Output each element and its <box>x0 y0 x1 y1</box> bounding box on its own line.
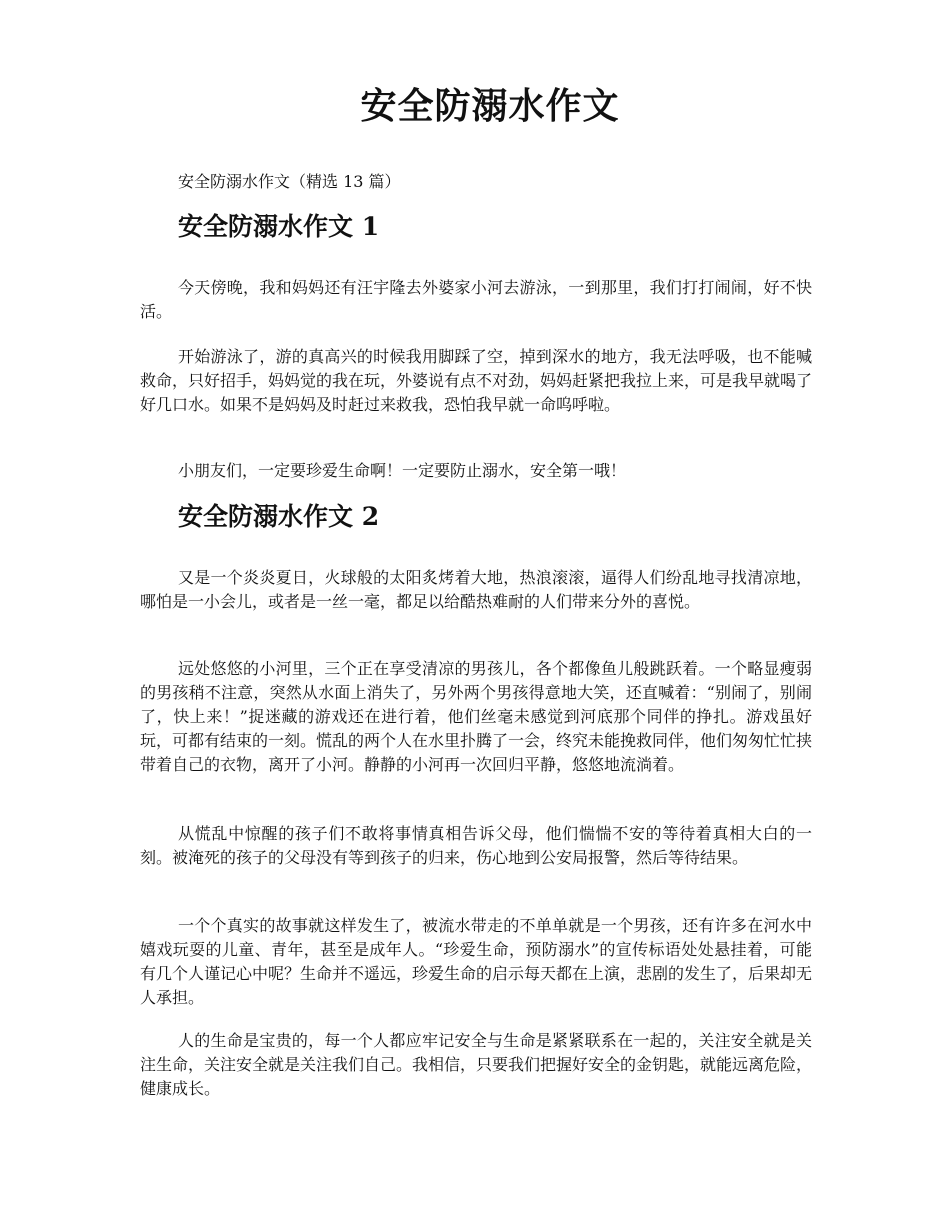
paragraph: 从慌乱中惊醒的孩子们不敢将事情真相告诉父母，他们惴惴不安的等待着真相大白的一刻。被淹死的孩子的父母没有等到孩子的归来，伤心地到公安局报警，然后等待结果。 <box>140 824 812 867</box>
document-title: 安全防溺水作文 <box>360 85 620 127</box>
section-heading-2: 安全防溺水作文 2 <box>178 502 380 531</box>
paragraph: 今天傍晚，我和妈妈还有汪宇隆去外婆家小河去游泳，一到那里，我们打打闹闹，好不快活。 <box>140 278 812 321</box>
paragraph: 又是一个炎炎夏日，火球般的太阳炙烤着大地，热浪滚滚，逼得人们纷乱地寻找清凉地，哪怕是一小会儿，或者是一丝一毫，都足以给酷热难耐的人们带来分外的喜悦。 <box>140 568 812 611</box>
paragraph: 一个个真实的故事就这样发生了，被流水带走的不单单就是一个男孩，还有许多在河水中嬉戏玩耍的儿童、青年，甚至是成年人。“珍爱生命，预防溺水”的宣传标语处处悬挂着，可能有几个人谨记心中呢？生命并不遥远，珍爱生命的启示每天都在上演，悲剧的发生了，后果却无人承担。 <box>140 916 813 1007</box>
paragraph: 开始游泳了，游的真高兴的时候我用脚踩了空，掉到深水的地方，我无法呼吸，也不能喊救命，只好招手，妈妈觉的我在玩，外婆说有点不对劲，妈妈赶紧把我拉上来，可是我早就喝了好几口水。如果不是妈妈及时赶过来救我，恐怕我早就一命呜呼啦。 <box>140 347 813 414</box>
paragraph: 人的生命是宝贵的，每一个人都应牢记安全与生命是紧紧联系在一起的，关注安全就是关注生命，关注安全就是关注我们自己。我相信，只要我们把握好安全的金钥匙，就能远离危险，健康成长。 <box>140 1031 813 1098</box>
paragraph: 小朋友们，一定要珍爱生命啊！一定要防止溺水，安全第一哦！ <box>178 461 627 480</box>
document-subtitle: 安全防溺水作文（精选 13 篇） <box>178 172 401 191</box>
section-heading-1: 安全防溺水作文 1 <box>178 212 380 241</box>
paragraph: 远处悠悠的小河里，三个正在享受清凉的男孩儿，各个都像鱼儿般跳跃着。一个略显瘦弱的男孩稍不注意，突然从水面上消失了，另外两个男孩得意地大笑，还直喊着：“别闹了，别闹了，快上来！”捉迷藏的游戏还在进行着，他们丝毫未感觉到河底那个同伴的挣扎。游戏虽好玩，可都有结束的一刻。慌乱的两个人在水里扑腾了一会，终究未能挽救同伴，他们匆匆忙忙挟带着自己的衣物，离开了小河。静静的小河再一次回归平静，悠悠地流淌着。 <box>140 659 813 774</box>
